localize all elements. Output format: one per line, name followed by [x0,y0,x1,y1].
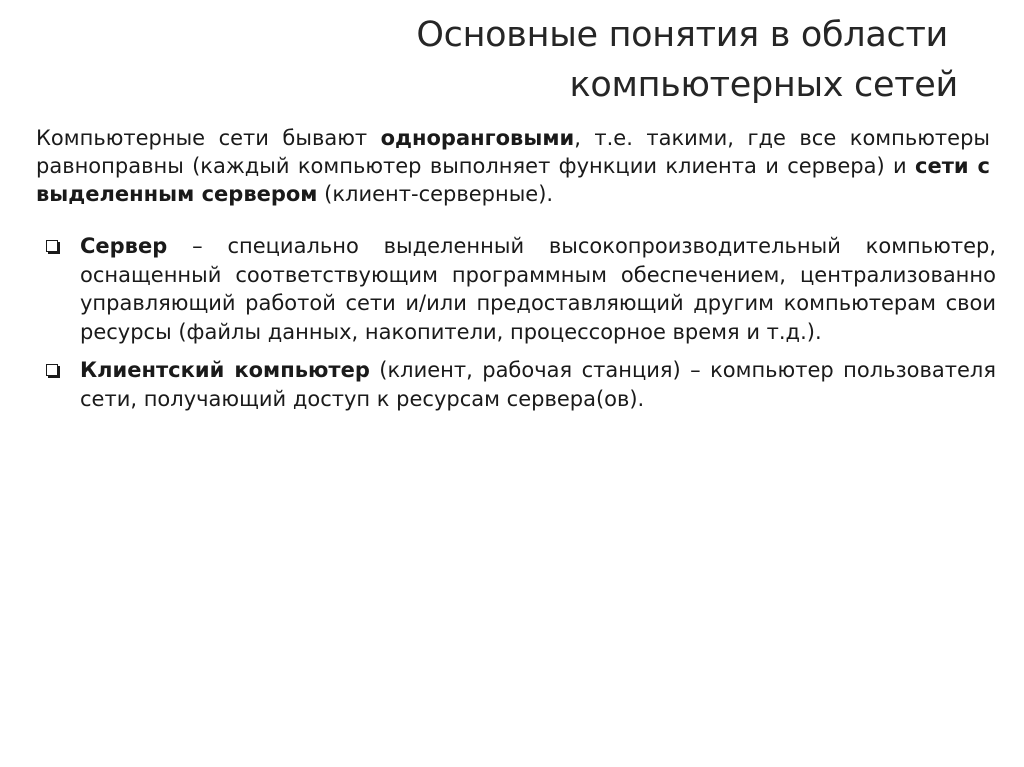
checkbox-bullet-icon [46,240,58,252]
bullet-text-client: (клиент, рабочая станция) – компьютер пользователя сети, получающий доступ к ресурсам сервера(ов). [80,358,996,411]
bullet-term-client: Клиентский компьютер [80,358,370,382]
intro-text-1: Компьютерные сети бывают [36,126,381,150]
bullet-server [44,232,996,346]
intro-text-3: (клиент-серверные). [317,182,554,206]
bullet-client [44,356,996,413]
intro-text-2: , т.е. такими, где все компьютеры равноправны (каждый компьютер выполняет функции клиента и сервера) и [36,126,990,178]
slide-title [258,10,958,110]
intro-paragraph [36,124,990,208]
bullet-text-server: – специально выделенный высокопроизводительный компьютер, оснащенный соответствующим программным обеспечением, централизованно управляющий работой сети и/или предоставляющий другим компьютерам свои ресурсы (файлы данных, накопители, процессорное время и т.д.). [80,234,996,344]
bullet-term-server: Сервер [80,234,168,258]
intro-bold-peer-to-peer: одноранговыми [380,126,575,150]
intro-bold-dedicated-server: сети с выделенным сервером [36,154,990,206]
checkbox-bullet-icon [46,364,58,376]
title-line-2: компьютерных сетей [569,65,958,105]
title-line-1: Основные понятия в области [416,15,948,55]
bullet-list [44,232,996,423]
